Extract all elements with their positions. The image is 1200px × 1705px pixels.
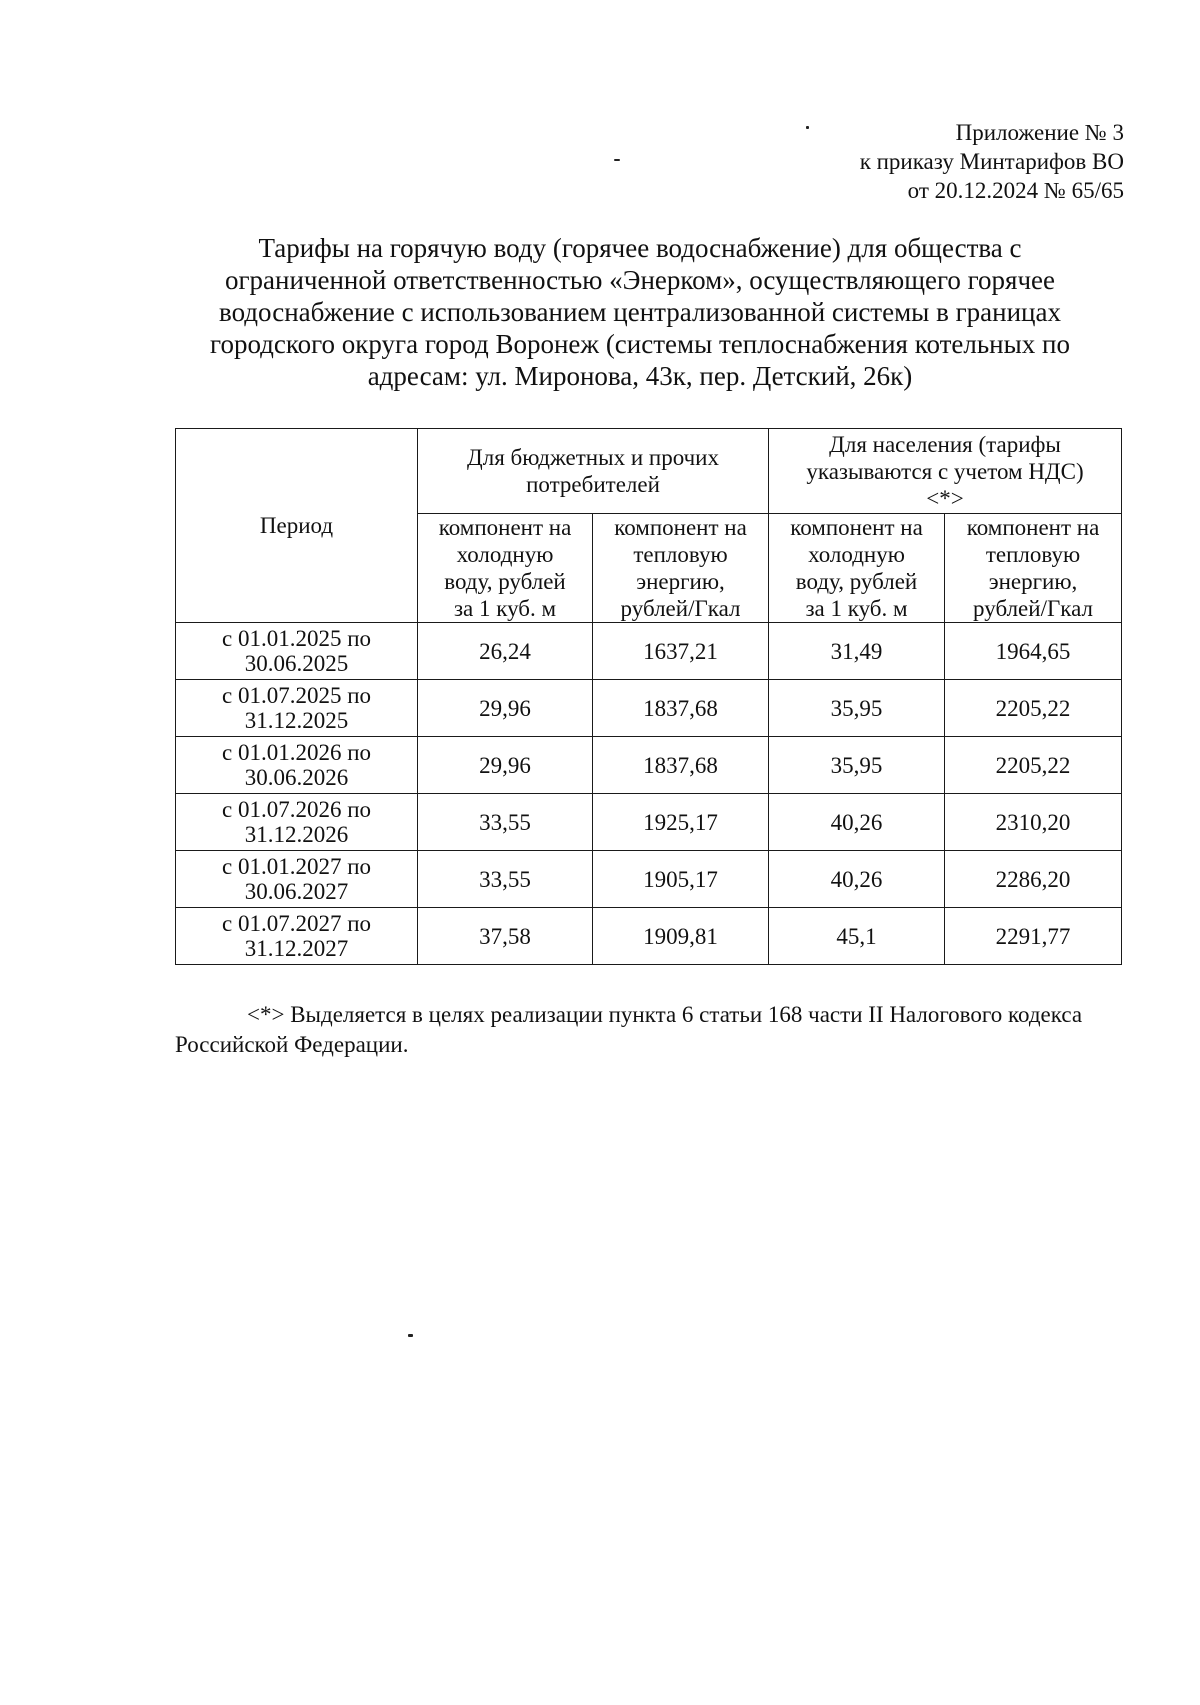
footnote-marker: <*> <box>926 485 964 511</box>
title-line: Тарифы на горячую воду (горячее водоснабжение) для общества с <box>258 233 1022 263</box>
period-to: 31.12.2026 <box>244 822 349 847</box>
subheader-cold-water-population <box>769 514 945 623</box>
table-header-row <box>176 429 1122 514</box>
heat-budget-cell: 1837,68 <box>593 737 769 794</box>
period-from: с 01.07.2027 по <box>221 911 372 936</box>
period-from: с 01.01.2025 по <box>221 626 372 651</box>
header-line: указываются с учетом НДС) <box>806 458 1084 484</box>
population-header <box>769 429 1122 514</box>
period-to: 31.12.2025 <box>244 708 349 733</box>
subheader-cold-water-budget <box>418 514 593 623</box>
subheader-line: компонент на <box>966 515 1100 540</box>
cold-water-budget-cell: 33,55 <box>418 794 593 851</box>
cold-water-population-cell: 35,95 <box>769 737 945 794</box>
header-line: Для населения (тарифы <box>829 431 1061 457</box>
document-title <box>160 232 1120 392</box>
subheader-line: холодную <box>808 542 905 567</box>
footnote-line: Российской Федерации. <box>175 1032 409 1057</box>
appendix-order: к приказу Минтарифов ВО <box>859 149 1124 174</box>
period-cell <box>176 908 418 965</box>
subheader-line: воду, рублей <box>795 569 918 594</box>
subheader-line: энергию, <box>636 569 725 594</box>
period-cell <box>176 680 418 737</box>
footnote-line: <*> Выделяется в целях реализации пункта 6 статьи 168 части II Налогового кодекса <box>247 1002 1083 1027</box>
header-line: потребителей <box>526 472 660 497</box>
cold-water-budget-cell: 29,96 <box>418 737 593 794</box>
period-from: с 01.01.2026 по <box>221 740 372 765</box>
appendix-reference <box>860 118 1124 205</box>
table-row <box>176 908 1122 965</box>
scan-speck <box>614 159 620 161</box>
period-cell <box>176 737 418 794</box>
scan-speck <box>806 126 809 129</box>
budget-consumers-header <box>418 429 769 514</box>
cold-water-population-cell: 40,26 <box>769 851 945 908</box>
table-row <box>176 794 1122 851</box>
subheader-line: компонент на <box>438 515 572 540</box>
subheader-line: рублей/Гкал <box>973 596 1093 621</box>
period-from: с 01.07.2025 по <box>221 683 372 708</box>
subheader-line: энергию, <box>988 569 1078 594</box>
subheader-line: за 1 куб. м <box>805 596 908 621</box>
subheader-line: тепловую <box>985 542 1081 567</box>
header-line: Для бюджетных и прочих <box>467 445 719 470</box>
appendix-number: Приложение № 3 <box>955 120 1124 145</box>
period-header: Период <box>176 429 418 623</box>
table-row <box>176 680 1122 737</box>
subheader-heat-population <box>945 514 1122 623</box>
title-line: водоснабжение с использованием централизованной системы в границах <box>219 297 1061 327</box>
heat-population-cell: 1964,65 <box>945 623 1122 680</box>
cold-water-budget-cell: 26,24 <box>418 623 593 680</box>
title-line: городского округа город Воронеж (системы теплоснабжения котельных по <box>210 329 1070 359</box>
subheader-line: за 1 куб. м <box>453 596 557 621</box>
table-row <box>176 623 1122 680</box>
cold-water-budget-cell: 33,55 <box>418 851 593 908</box>
heat-population-cell: 2205,22 <box>945 680 1122 737</box>
subheader-line: рублей/Гкал <box>620 596 741 621</box>
subheader-line: холодную <box>456 542 554 567</box>
scan-speck <box>408 1334 413 1337</box>
cold-water-budget-cell: 37,58 <box>418 908 593 965</box>
subheader-line: компонент на <box>790 515 923 540</box>
period-to: 30.06.2027 <box>244 879 349 904</box>
period-to: 31.12.2027 <box>244 936 349 961</box>
heat-population-cell: 2286,20 <box>945 851 1122 908</box>
heat-population-cell: 2291,77 <box>945 908 1122 965</box>
table-row <box>176 851 1122 908</box>
period-cell <box>176 851 418 908</box>
subheader-line: тепловую <box>633 542 728 567</box>
appendix-date: от 20.12.2024 № 65/65 <box>907 178 1124 203</box>
title-line: ограниченной ответственностью «Энерком», осуществляющего горячее <box>224 265 1056 295</box>
period-to: 30.06.2025 <box>244 651 349 676</box>
period-from: с 01.01.2027 по <box>221 854 372 879</box>
subheader-heat-budget <box>593 514 769 623</box>
period-cell <box>176 623 418 680</box>
heat-budget-cell: 1909,81 <box>593 908 769 965</box>
period-from: с 01.07.2026 по <box>221 797 372 822</box>
cold-water-population-cell: 31,49 <box>769 623 945 680</box>
heat-budget-cell: 1925,17 <box>593 794 769 851</box>
heat-population-cell: 2310,20 <box>945 794 1122 851</box>
period-to: 30.06.2026 <box>244 765 349 790</box>
heat-budget-cell: 1905,17 <box>593 851 769 908</box>
cold-water-budget-cell: 29,96 <box>418 680 593 737</box>
tariff-table <box>175 428 1122 965</box>
heat-population-cell: 2205,22 <box>945 737 1122 794</box>
footnote <box>175 1000 1121 1060</box>
cold-water-population-cell: 45,1 <box>769 908 945 965</box>
subheader-line: компонент на <box>614 515 747 540</box>
table-row <box>176 737 1122 794</box>
cold-water-population-cell: 35,95 <box>769 680 945 737</box>
heat-budget-cell: 1637,21 <box>593 623 769 680</box>
subheader-line: воду, рублей <box>444 569 566 594</box>
period-cell <box>176 794 418 851</box>
title-line: адресам: ул. Миронова, 43к, пер. Детский, 26к) <box>367 361 913 391</box>
heat-budget-cell: 1837,68 <box>593 680 769 737</box>
cold-water-population-cell: 40,26 <box>769 794 945 851</box>
